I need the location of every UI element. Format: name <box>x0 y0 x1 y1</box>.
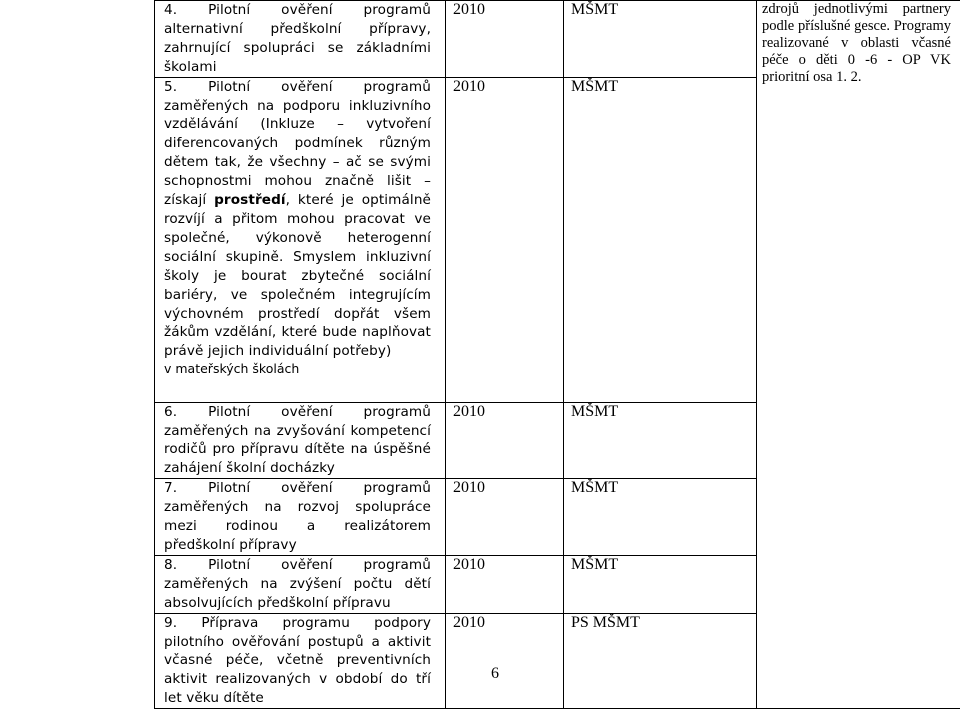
year-cell <box>446 555 564 613</box>
measure-text: 6. Pilotní ověření programů zaměřených na zvyšování kompetencí rodičů pro přípravu dítěte na úspěšné zahájení školní docházky <box>164 403 431 479</box>
year-cell <box>446 479 564 556</box>
year-text: 2010 <box>453 614 485 631</box>
year-cell <box>446 77 564 402</box>
org-text: MŠMT <box>571 78 618 95</box>
measure-cell <box>155 402 446 479</box>
year-cell <box>446 613 564 709</box>
org-text: PS MŠMT <box>571 614 640 631</box>
measure-text-part: , které je optimálně rozvíjí a přitom mohou pracovat ve společné, výkonově heterogenní sociální skupině. Smyslem inkluzivní školy je bourat zbytečné sociální bariéry, ve společném integrujícím výchovném prostředí dopřát všem žákům vzdělání, které bude naplňovat právě jejich individuální potřeby) <box>164 192 431 359</box>
measure-cell <box>155 555 446 613</box>
measure-text-bold: prostředí <box>214 192 286 208</box>
measure-text: 7. Pilotní ověření programů zaměřených na rozvoj spolupráce mezi rodinou a realizátorem předškolní přípravy <box>164 479 431 555</box>
org-text: MŠMT <box>571 1 618 18</box>
note-text: zdrojů jednotlivými partnery podle příslušné gesce. Programy realizované v oblasti včasné péče o děti 0 -6 - OP VK prioritní osa 1. 2. <box>762 1 951 86</box>
measure-text-footer: v mateřských školách <box>164 361 431 376</box>
measure-cell <box>155 77 446 402</box>
org-cell <box>564 402 757 479</box>
org-text: MŠMT <box>571 556 618 573</box>
measure-text-part: 5. Pilotní ověření programů zaměřených na podporu inkluzivního vzdělávání (Inkluze – vytvoření diferencovaných podmínek různým dětem tak, že všechny – ač se svými schopnostmi mohou značně lišit – získají <box>164 79 431 208</box>
measure-cell <box>155 613 446 709</box>
note-cell <box>757 1 960 709</box>
measure-text: 8. Pilotní ověření programů zaměřených na zvýšení počtu dětí absolvujících předškolní přípravu <box>164 556 431 613</box>
year-text: 2010 <box>453 1 485 18</box>
measure-text: 4. Pilotní ověření programů alternativní předškolní přípravy, zahrnující spolupráci se základními školami <box>164 1 431 77</box>
year-cell <box>446 1 564 78</box>
year-text: 2010 <box>453 78 485 95</box>
year-text: 2010 <box>453 403 485 420</box>
year-cell <box>446 402 564 479</box>
org-cell <box>564 479 757 556</box>
org-text: MŠMT <box>571 479 618 496</box>
measures-table <box>154 0 960 709</box>
year-text: 2010 <box>453 556 485 573</box>
org-text: MŠMT <box>571 403 618 420</box>
org-cell <box>564 77 757 402</box>
table-row <box>155 1 960 78</box>
measure-cell <box>155 1 446 78</box>
org-cell <box>564 1 757 78</box>
year-text: 2010 <box>453 479 485 496</box>
page-number: 6 <box>491 665 499 683</box>
measure-text <box>164 78 431 362</box>
org-cell <box>564 613 757 709</box>
org-cell <box>564 555 757 613</box>
measure-cell <box>155 479 446 556</box>
measure-text: 9. Příprava programu podpory pilotního ověřování postupů a aktivit včasné péče, včetně preventivních aktivit realizovaných v období do tří let věku dítěte <box>164 614 431 709</box>
